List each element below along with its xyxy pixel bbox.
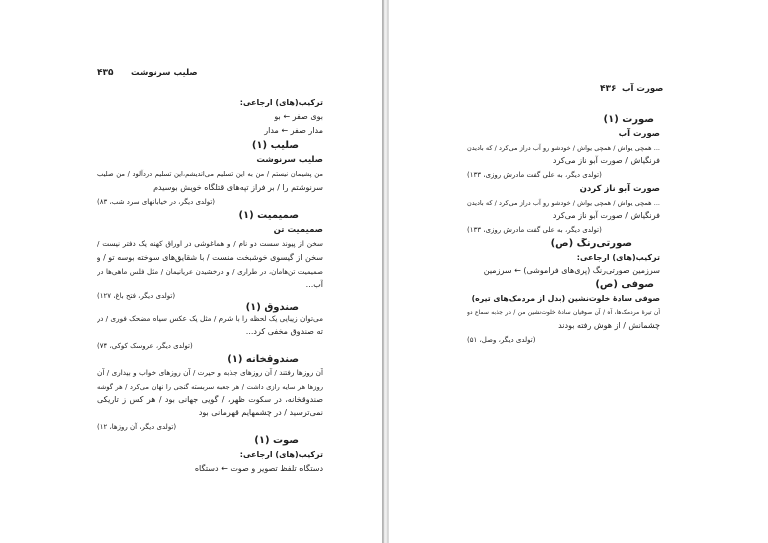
cross-ref-item: مدار صفر ← مدار xyxy=(264,126,323,135)
entry-headword: صلیب (۱) xyxy=(251,140,299,151)
running-head: صورت آب xyxy=(622,84,664,94)
quote-line: صمیمیت تن‌هامان، در طراری / و درخشیدن عریانیمان / مثل فلس ماهی‌ها در xyxy=(97,268,323,276)
entry-headword: صوفی (ص) xyxy=(595,279,654,290)
entry-headword: صوت (۱) xyxy=(254,435,299,446)
source-citation: (تولدی دیگر، وصل، ۵۱) xyxy=(467,336,536,344)
quote-line: سرنوشتم را / بر فراز تپه‌های قتلگاه خویش بوسیدم xyxy=(153,183,323,192)
quote-line: ... همچی یواش / همچی یواش / خودشو رو آب دراز می‌کرد / که بادیدن xyxy=(467,199,660,207)
quote-line: آن روزها رفتند / آن روزهای جذبه و حیرت / آن روزهای خواب و بیداری / آن xyxy=(97,368,323,377)
quote-line: چشمانش / از هوش رفته بودند xyxy=(558,321,660,330)
source-citation: (تولدی دیگر، به علی گفت مادرش روزی، ۱۳۳) xyxy=(467,226,602,234)
entry-headword: صورت (۱) xyxy=(603,114,654,125)
cross-ref-item: بوی صفر ← بو xyxy=(274,112,323,121)
quote-line: می‌توان زیبایی یک لحظه را با شرم / مثل یک عکس سیاه مضحک فوری / در xyxy=(97,314,323,323)
subentry-title: صمیمیت تن xyxy=(273,225,323,235)
right-page xyxy=(389,0,768,543)
entry-headword: صورتی‌رنگ (ص) xyxy=(550,238,632,249)
quote-line: نمی‌ترسید / در چشمهایم قهرمانی بود xyxy=(198,408,323,417)
running-head: صلیب سرنوشت xyxy=(131,68,198,78)
book-gutter xyxy=(382,0,389,543)
source-citation: (تولدی دیگر، آن روزها، ۱۲) xyxy=(97,423,177,431)
source-citation: (تولدی دیگر، فتح باغ، ۱۲۷) xyxy=(97,292,176,300)
cross-ref-label: ترکیب(های) ارجاعی: xyxy=(576,253,660,262)
quote-line: من پشیمان نیستم / من به این تسلیم می‌اندیشم،این تسلیم دردآلود / من صلیب xyxy=(97,170,323,178)
quote-line: سخن از گیسوی خوشبخت منست / با شقایق‌های سوخته بوسه تو / و xyxy=(97,253,323,262)
quote-line: فرنگیاش / صورت آبو ناز می‌کرد xyxy=(552,211,660,220)
entry-headword: صندوق (۱) xyxy=(245,302,299,313)
left-page xyxy=(0,0,382,543)
cross-ref-label: ترکیب(های) ارجاعی: xyxy=(239,450,323,459)
quote-line: سخن از پیوند سست دو نام / و هماغوشی در اوراق کهنه یک دفتر نیست / xyxy=(97,239,323,248)
subentry-title: صورت آبو ناز کردن xyxy=(579,184,660,194)
entry-headword: صندوقخانه (۱) xyxy=(227,354,299,365)
quote-line: روزها هر سایه رازی داشت / هر جعبه سربسته گنجی را نهان می‌کرد / هر گوشه xyxy=(97,383,323,391)
page-number: ۴۳۵ xyxy=(97,68,114,78)
page-number: ۴۳۶ xyxy=(600,84,617,94)
quote-line: آن تیرهٔ مردمک‌ها، آه / آن صوفیان سادهٔ خلوت‌نشین من / در جذبه سماع دو xyxy=(467,309,660,316)
subentry-title: صورت آب xyxy=(618,129,660,139)
quote-line: صندوقخانه، در سکوت ظهر، / گویی جهانی بود / هر کس ز تاریکی xyxy=(97,395,323,404)
entry-headword: صمیمیت (۱) xyxy=(238,210,299,221)
source-citation: (تولدی دیگر، در خیابانهای سرد شب، ۸۳) xyxy=(97,198,216,206)
subentry-title: صوفی سادهٔ خلوت‌نشین (بدل از مردمک‌های تیره) xyxy=(471,294,660,303)
cross-ref-item: سرزمین صورتی‌رنگ (پری‌های فراموشی) ← سرزمین xyxy=(483,266,660,275)
source-citation: (تولدی دیگر، به علی گفت مادرش روزی، ۱۳۳) xyxy=(467,171,602,179)
quote-line: ته صندوق مخفی کرد... xyxy=(245,327,323,336)
subentry-title: صلیب سرنوشت xyxy=(256,155,323,165)
quote-line: ... همچی یواش / همچی یواش / خودشو رو آب دراز می‌کرد / که بادیدن xyxy=(467,144,660,152)
cross-ref-item: دستگاه تلفظ تصویر و صوت ← دستگاه xyxy=(194,464,323,473)
cross-ref-label: ترکیب(های) ارجاعی: xyxy=(239,98,323,107)
quote-line: آب... xyxy=(305,280,323,289)
quote-line: فرنگیاش / صورت آبو ناز می‌کرد xyxy=(552,156,660,165)
source-citation: (تولدی دیگر، عروسک کوکی، ۷۴) xyxy=(97,342,193,350)
